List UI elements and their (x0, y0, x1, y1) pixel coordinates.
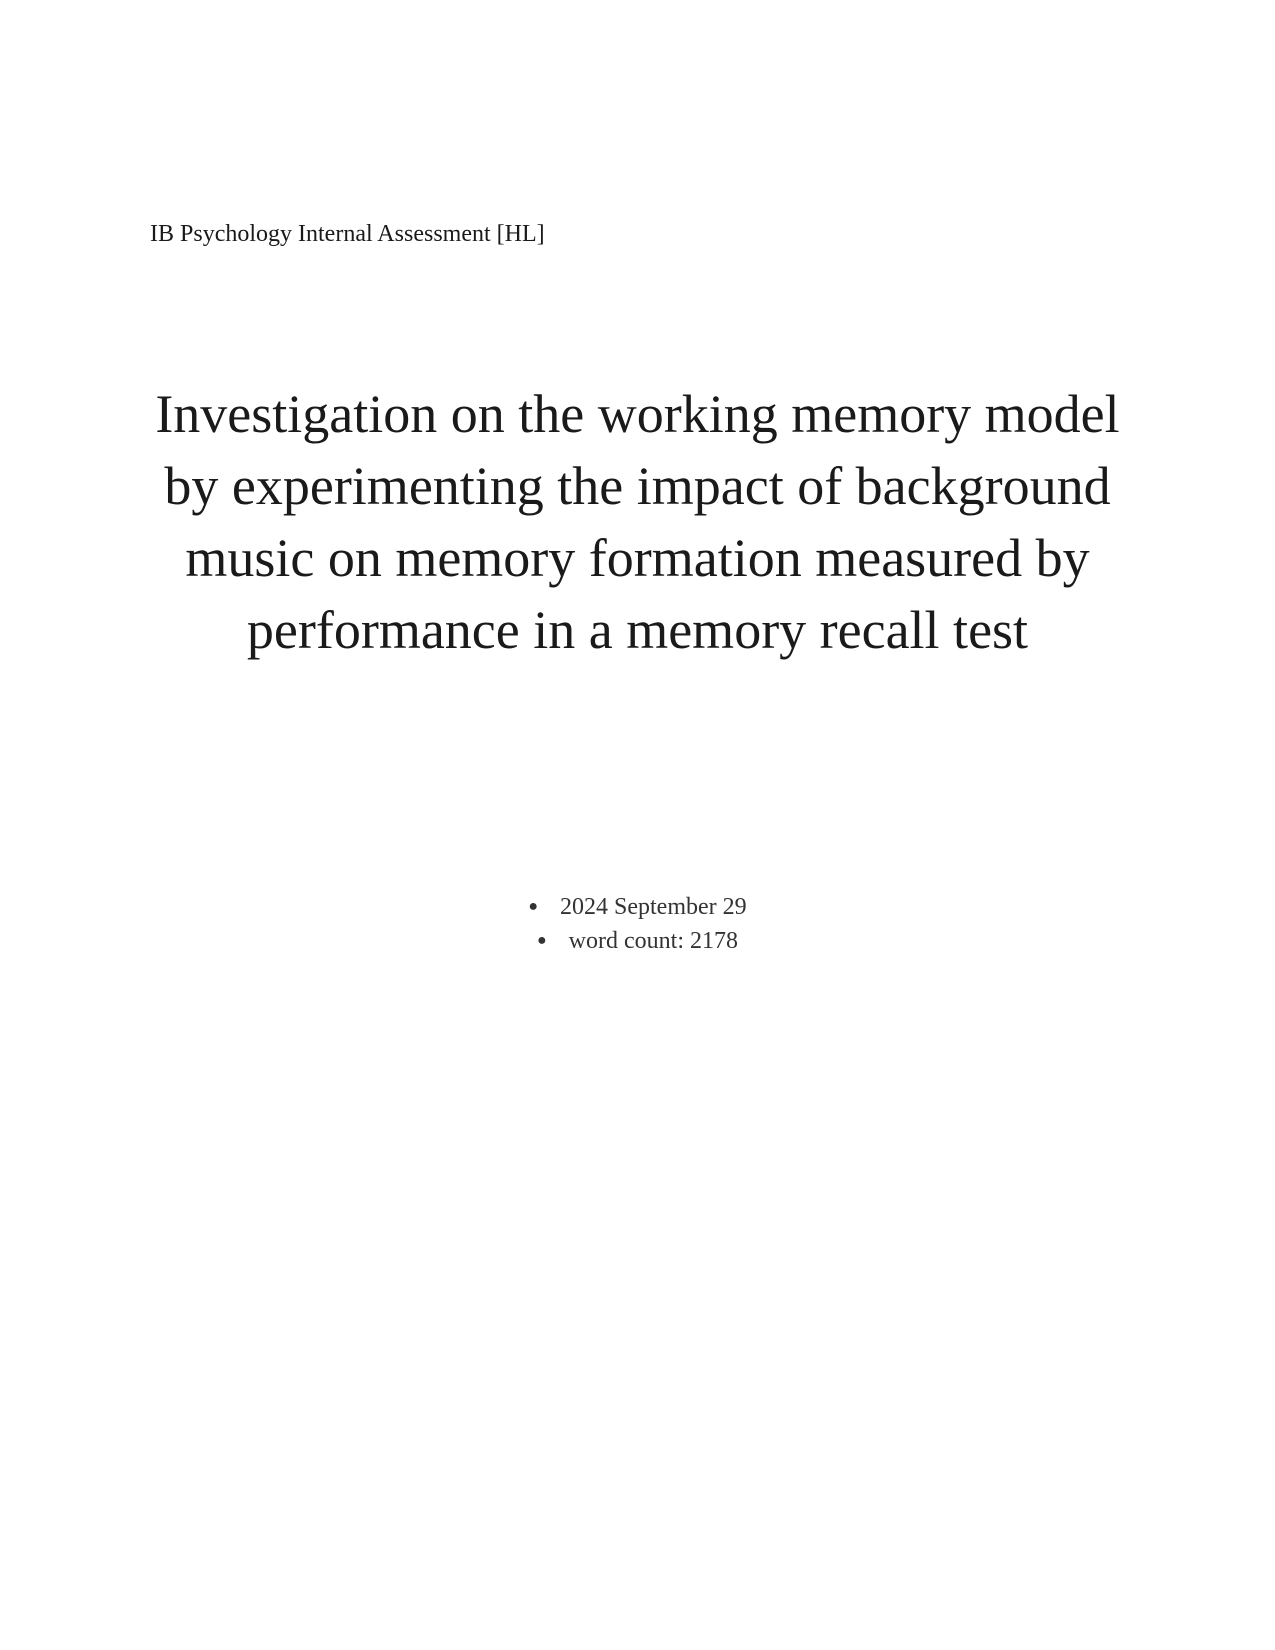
metadata-list (0, 890, 1275, 958)
date-text: 2024 September 29 (560, 894, 747, 920)
list-item-date (0, 890, 1275, 924)
bullet-icon: ● (528, 898, 539, 915)
list-item-word-count (0, 924, 1275, 958)
bullet-icon: ● (537, 932, 547, 949)
word-count-text: word count: 2178 (568, 928, 738, 954)
document-title: Investigation on the working memory model by experimenting the impact of background music on memory formation measured by performance in a memory recall test (155, 384, 1120, 660)
document-header: IB Psychology Internal Assessment [HL] (150, 221, 545, 247)
